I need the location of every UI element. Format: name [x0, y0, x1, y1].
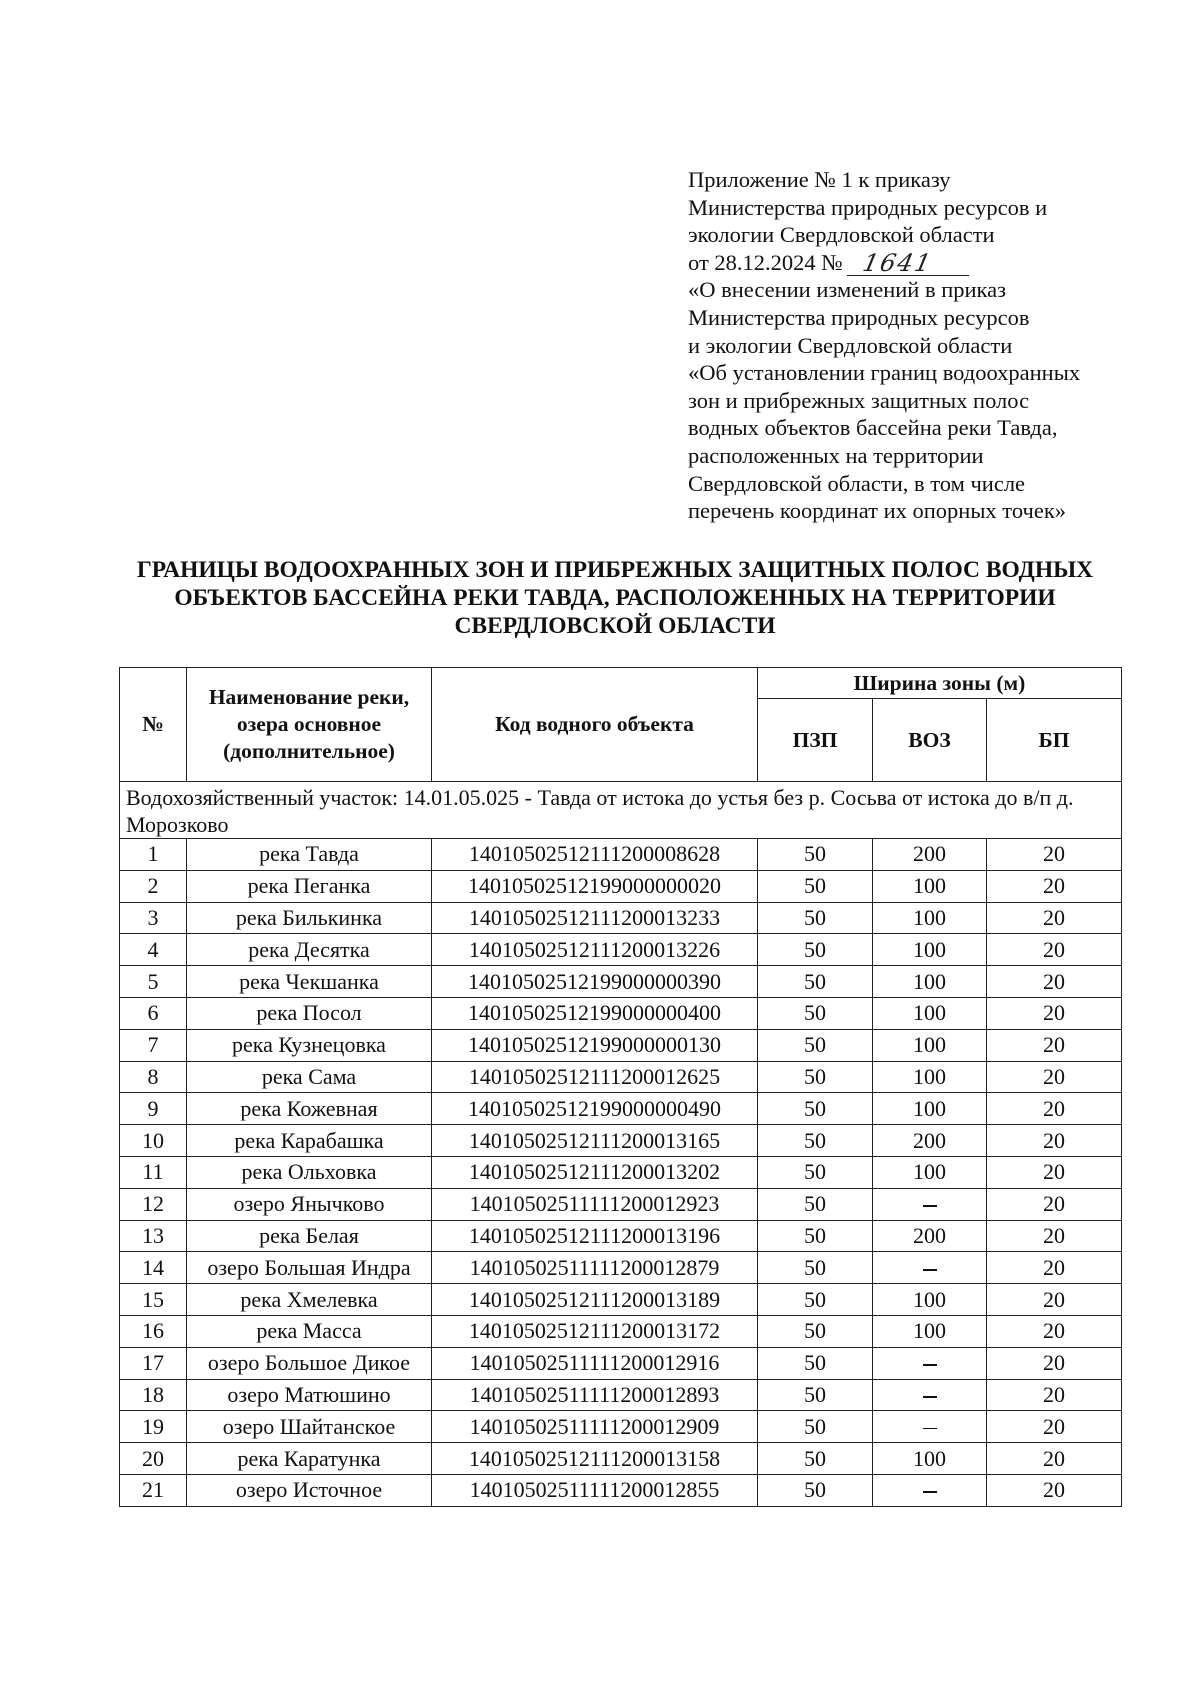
appendix-line: Министерства природных ресурсов: [688, 304, 1030, 330]
appendix-header: [688, 166, 1148, 525]
cell-voz: 100: [873, 934, 987, 966]
cell-bp: 20: [987, 1284, 1122, 1316]
appendix-line: Приложение № 1 к приказу: [688, 167, 951, 192]
cell-code: 14010502512199000000400: [432, 997, 758, 1029]
cell-bp: 20: [987, 934, 1122, 966]
dash-mark: [923, 1364, 937, 1366]
cell-code: 14010502511111200012855: [432, 1474, 758, 1506]
cell-pzp: 50: [758, 966, 873, 998]
cell-voz: 100: [873, 1156, 987, 1188]
cell-bp: 20: [987, 1252, 1122, 1284]
cell-code: 14010502512111200013172: [432, 1315, 758, 1347]
table-row: [120, 1347, 1122, 1379]
cell-voz: 100: [873, 1061, 987, 1093]
header-zone-width: Ширина зоны (м): [758, 668, 1122, 699]
cell-voz: 100: [873, 1029, 987, 1061]
appendix-line: «О внесении изменений в приказ: [688, 277, 1006, 303]
cell-number: 20: [120, 1443, 187, 1475]
cell-number: 12: [120, 1188, 187, 1220]
section-row: [120, 782, 1122, 839]
cell-voz: 200: [873, 839, 987, 871]
appendix-line: Свердловской области, в том числе: [688, 470, 1026, 496]
cell-name: озеро Шайтанское: [187, 1411, 432, 1443]
cell-number: 21: [120, 1474, 187, 1506]
dash-mark: [923, 1428, 937, 1430]
cell-number: 17: [120, 1347, 187, 1379]
cell-bp: 20: [987, 839, 1122, 871]
cell-code: 14010502512199000000130: [432, 1029, 758, 1061]
header-bp: БП: [987, 699, 1122, 782]
cell-pzp: 50: [758, 1411, 873, 1443]
cell-bp: 20: [987, 1379, 1122, 1411]
cell-bp: 20: [987, 1093, 1122, 1125]
cell-bp: 20: [987, 1474, 1122, 1506]
cell-pzp: 50: [758, 839, 873, 871]
header-name: Наименование реки, озера основное (дополнительное): [187, 668, 432, 782]
cell-name: озеро Большая Индра: [187, 1252, 432, 1284]
cell-voz: 200: [873, 1125, 987, 1157]
dash-mark: [923, 1269, 937, 1271]
cell-bp: 20: [987, 1188, 1122, 1220]
cell-number: 11: [120, 1156, 187, 1188]
cell-voz: 100: [873, 966, 987, 998]
cell-pzp: 50: [758, 1443, 873, 1475]
table-row: [120, 934, 1122, 966]
cell-name: озеро Янычково: [187, 1188, 432, 1220]
table-row: [120, 1061, 1122, 1093]
dash-mark: [923, 1491, 937, 1493]
cell-name: река Пеганка: [187, 870, 432, 902]
cell-name: озеро Источное: [187, 1474, 432, 1506]
cell-bp: 20: [987, 1443, 1122, 1475]
cell-pzp: 50: [758, 1474, 873, 1506]
water-section-label: Водохозяйственный участок: 14.01.05.025 - Тавда от истока до устья без р. Сосьва от истока до в/п д. Морозково: [120, 782, 1122, 839]
cell-voz: 100: [873, 1284, 987, 1316]
cell-number: 1: [120, 839, 187, 871]
cell-voz: [873, 1379, 987, 1411]
cell-code: 14010502512111200013158: [432, 1443, 758, 1475]
cell-pzp: 50: [758, 1284, 873, 1316]
cell-number: 4: [120, 934, 187, 966]
header-number: №: [120, 668, 187, 782]
appendix-line: зон и прибрежных защитных полос: [688, 387, 1030, 413]
cell-code: 14010502511111200012893: [432, 1379, 758, 1411]
table-row: [120, 997, 1122, 1029]
cell-number: 8: [120, 1061, 187, 1093]
table-row: [120, 1029, 1122, 1061]
cell-pzp: 50: [758, 1125, 873, 1157]
cell-voz: 100: [873, 870, 987, 902]
table-row: [120, 1252, 1122, 1284]
cell-code: 14010502512111200013196: [432, 1220, 758, 1252]
cell-name: река Хмелевка: [187, 1284, 432, 1316]
cell-bp: 20: [987, 1315, 1122, 1347]
cell-number: 18: [120, 1379, 187, 1411]
cell-code: 14010502512199000000020: [432, 870, 758, 902]
appendix-line: водных объектов бассейна реки Тавда,: [688, 415, 1058, 441]
cell-name: река Сама: [187, 1061, 432, 1093]
cell-name: озеро Матюшино: [187, 1379, 432, 1411]
cell-pzp: 50: [758, 1029, 873, 1061]
order-number-field: [847, 248, 969, 277]
cell-name: река Белая: [187, 1220, 432, 1252]
table-row: [120, 1093, 1122, 1125]
cell-bp: 20: [987, 1029, 1122, 1061]
appendix-line: «Об установлении границ водоохранных: [688, 360, 1081, 386]
table-row: [120, 1220, 1122, 1252]
cell-name: река Билькинка: [187, 902, 432, 934]
appendix-line: Министерства природных ресурсов и: [688, 194, 1048, 220]
cell-voz: 100: [873, 1443, 987, 1475]
cell-number: 16: [120, 1315, 187, 1347]
header-voz: ВОЗ: [873, 699, 987, 782]
cell-number: 13: [120, 1220, 187, 1252]
cell-voz: [873, 1411, 987, 1443]
cell-name: река Ольховка: [187, 1156, 432, 1188]
table-row: [120, 1156, 1122, 1188]
cell-bp: 20: [987, 1156, 1122, 1188]
cell-code: 14010502512111200013189: [432, 1284, 758, 1316]
table-row: [120, 870, 1122, 902]
cell-number: 5: [120, 966, 187, 998]
cell-voz: 100: [873, 997, 987, 1029]
cell-voz: [873, 1252, 987, 1284]
cell-name: река Каратунка: [187, 1443, 432, 1475]
table-row: [120, 1315, 1122, 1347]
cell-pzp: 50: [758, 1252, 873, 1284]
appendix-line: перечень координат их опорных точек»: [688, 498, 1066, 524]
cell-pzp: 50: [758, 1093, 873, 1125]
cell-bp: 20: [987, 1411, 1122, 1443]
cell-number: 15: [120, 1284, 187, 1316]
table-row: [120, 1284, 1122, 1316]
water-zones-table: [119, 667, 1122, 1507]
cell-bp: 20: [987, 966, 1122, 998]
cell-code: 14010502511111200012923: [432, 1188, 758, 1220]
title-line: ГРАНИЦЫ ВОДООХРАННЫХ ЗОН И ПРИБРЕЖНЫХ ЗАЩИТНЫХ ПОЛОС ВОДНЫХ: [136, 557, 1094, 583]
cell-voz: [873, 1347, 987, 1379]
cell-code: 14010502511111200012916: [432, 1347, 758, 1379]
dash-mark: [923, 1396, 937, 1398]
cell-bp: 20: [987, 1347, 1122, 1379]
cell-name: река Кузнецовка: [187, 1029, 432, 1061]
cell-number: 7: [120, 1029, 187, 1061]
cell-pzp: 50: [758, 902, 873, 934]
title-line: ОБЪЕКТОВ БАССЕЙНА РЕКИ ТАВДА, РАСПОЛОЖЕННЫХ НА ТЕРРИТОРИИ: [174, 585, 1056, 611]
cell-code: 14010502512111200013165: [432, 1125, 758, 1157]
table-row: [120, 966, 1122, 998]
cell-bp: 20: [987, 902, 1122, 934]
cell-bp: 20: [987, 997, 1122, 1029]
cell-bp: 20: [987, 1125, 1122, 1157]
table-row: [120, 1411, 1122, 1443]
cell-code: 14010502512111200013233: [432, 902, 758, 934]
cell-number: 2: [120, 870, 187, 902]
cell-name: река Чекшанка: [187, 966, 432, 998]
cell-pzp: 50: [758, 870, 873, 902]
cell-voz: [873, 1474, 987, 1506]
appendix-line: экологии Свердловской области: [688, 222, 995, 248]
title-line: СВЕРДЛОВСКОЙ ОБЛАСТИ: [454, 613, 776, 639]
cell-pzp: 50: [758, 1156, 873, 1188]
cell-number: 3: [120, 902, 187, 934]
table-row: [120, 1443, 1122, 1475]
cell-number: 19: [120, 1411, 187, 1443]
table-row: [120, 902, 1122, 934]
cell-code: 14010502512199000000390: [432, 966, 758, 998]
cell-pzp: 50: [758, 1315, 873, 1347]
cell-voz: 100: [873, 1315, 987, 1347]
cell-bp: 20: [987, 870, 1122, 902]
cell-code: 14010502511111200012879: [432, 1252, 758, 1284]
document-title: [100, 556, 1130, 640]
cell-number: 10: [120, 1125, 187, 1157]
appendix-line: расположенных на территории: [688, 442, 984, 468]
cell-number: 6: [120, 997, 187, 1029]
table-body: [120, 782, 1122, 1507]
cell-pzp: 50: [758, 1379, 873, 1411]
table-row: [120, 1474, 1122, 1506]
cell-name: озеро Большое Дикое: [187, 1347, 432, 1379]
cell-voz: 100: [873, 1093, 987, 1125]
cell-pzp: 50: [758, 1220, 873, 1252]
table-row: [120, 839, 1122, 871]
cell-bp: 20: [987, 1061, 1122, 1093]
table-row: [120, 1188, 1122, 1220]
cell-name: река Кожевная: [187, 1093, 432, 1125]
cell-name: река Тавда: [187, 839, 432, 871]
appendix-line: и экологии Свердловской области: [688, 332, 1013, 358]
cell-code: 14010502512199000000490: [432, 1093, 758, 1125]
cell-code: 14010502512111200012625: [432, 1061, 758, 1093]
cell-name: река Посол: [187, 997, 432, 1029]
cell-voz: 100: [873, 902, 987, 934]
cell-voz: 200: [873, 1220, 987, 1252]
cell-number: 14: [120, 1252, 187, 1284]
header-pzp: ПЗП: [758, 699, 873, 782]
cell-code: 14010502511111200012909: [432, 1411, 758, 1443]
cell-pzp: 50: [758, 1188, 873, 1220]
cell-code: 14010502512111200013226: [432, 934, 758, 966]
cell-name: река Десятка: [187, 934, 432, 966]
cell-name: река Карабашка: [187, 1125, 432, 1157]
table-row: [120, 1125, 1122, 1157]
cell-pzp: 50: [758, 934, 873, 966]
cell-pzp: 50: [758, 997, 873, 1029]
handwritten-order-number: 1641: [859, 248, 935, 277]
order-date-line: [688, 249, 1148, 277]
cell-code: 14010502512111200008628: [432, 839, 758, 871]
cell-bp: 20: [987, 1220, 1122, 1252]
cell-voz: [873, 1188, 987, 1220]
cell-pzp: 50: [758, 1347, 873, 1379]
cell-pzp: 50: [758, 1061, 873, 1093]
cell-name: река Масса: [187, 1315, 432, 1347]
table-row: [120, 1379, 1122, 1411]
header-code: Код водного объекта: [432, 668, 758, 782]
appendix-line: от 28.12.2024 №: [688, 249, 843, 275]
dash-mark: [923, 1205, 937, 1207]
cell-code: 14010502512111200013202: [432, 1156, 758, 1188]
cell-number: 9: [120, 1093, 187, 1125]
